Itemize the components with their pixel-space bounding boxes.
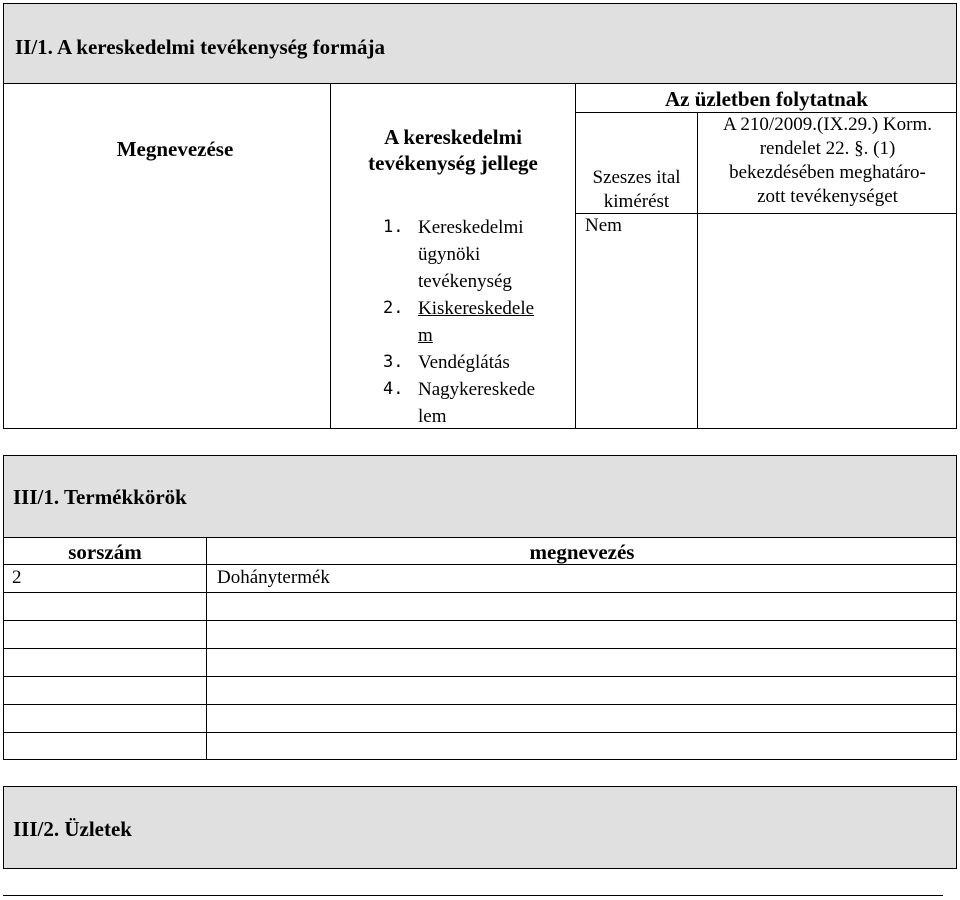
column-header-alcohol <box>576 166 697 214</box>
table-row <box>3 565 957 592</box>
divider <box>3 732 957 733</box>
group-header-shop-activities: Az üzletben folytatnak <box>665 87 868 111</box>
table-row <box>3 593 957 620</box>
decree-line: A 210/2009.(IX.29.) Korm. <box>723 114 932 135</box>
section-2-header <box>3 3 957 84</box>
product-name-cell[interactable]: Dohánytermék <box>217 567 330 588</box>
column-header-activity-type-line1: A kereskedelmi <box>384 125 522 149</box>
column-header-decree-activity <box>698 113 957 209</box>
activity-type-item[interactable] <box>383 376 573 430</box>
column-header-product-name: megnevezés <box>529 540 635 564</box>
activity-type-label: ügynöki <box>418 244 481 265</box>
list-number: 3. <box>383 352 404 372</box>
column-header-alcohol-line2: kimérést <box>603 191 670 212</box>
decree-line: bekezdésében meghatáro- <box>729 162 926 183</box>
section-2-title: II/1. A kereskedelmi tevékenység formája <box>15 35 385 59</box>
activity-type-label: Kiskereskedele <box>418 298 535 319</box>
bottom-rule <box>3 895 943 896</box>
activity-type-label: Vendéglátás <box>418 352 510 373</box>
table-row <box>3 677 957 704</box>
alcohol-value[interactable]: Nem <box>585 215 622 236</box>
section-4-header <box>3 786 957 869</box>
activity-type-item-selected[interactable] <box>383 295 573 349</box>
table-row <box>3 621 957 648</box>
column-header-activity-type-line2: tevékenység jellege <box>368 151 538 175</box>
list-number: 1. <box>383 217 404 237</box>
table-row <box>3 649 957 676</box>
product-number-cell[interactable]: 2 <box>12 567 22 588</box>
section-3-title: III/1. Termékkörök <box>13 485 187 509</box>
activity-type-list <box>383 214 573 430</box>
list-number: 2. <box>383 298 404 318</box>
activity-type-label: lem <box>418 406 447 427</box>
column-header-name: Megnevezése <box>116 137 234 161</box>
decree-line: rendelet 22. §. (1) <box>759 138 896 159</box>
activity-type-label: Nagykereskede <box>418 379 536 400</box>
activity-type-item[interactable] <box>383 349 573 376</box>
activity-type-label: m <box>418 325 433 346</box>
divider <box>330 83 331 429</box>
table-row <box>3 705 957 732</box>
activity-type-item[interactable] <box>383 214 573 295</box>
column-header-alcohol-line1: Szeszes ital <box>592 167 681 188</box>
list-number: 4. <box>383 379 404 399</box>
decree-line: zott tevékenységet <box>757 186 898 207</box>
activity-type-label: Kereskedelmi <box>418 217 524 238</box>
section-4-title: III/2. Üzletek <box>13 817 132 841</box>
activity-type-label: tevékenység <box>418 271 512 292</box>
column-header-number: sorszám <box>68 540 142 564</box>
column-header-activity-type <box>333 124 573 176</box>
section-3-header <box>3 455 957 538</box>
divider <box>575 83 576 429</box>
decree-value[interactable] <box>705 215 950 239</box>
